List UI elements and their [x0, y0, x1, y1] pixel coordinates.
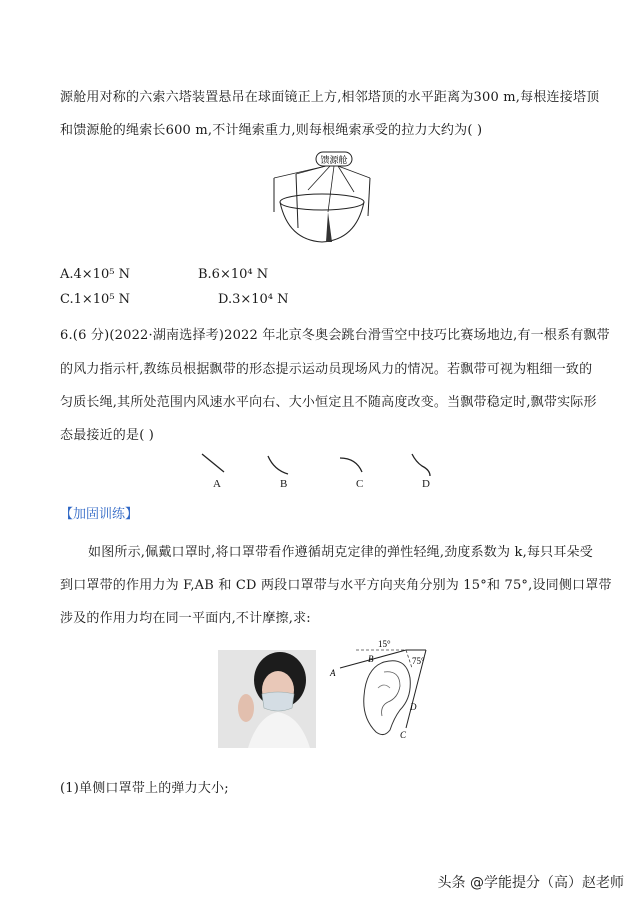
ribbon-d	[412, 454, 430, 476]
ribbon-a	[202, 454, 224, 472]
choice-label-a: A	[213, 478, 221, 490]
point-c-label: C	[400, 730, 407, 740]
choice-label-c: C	[356, 478, 364, 490]
q6-text-line-2: 的风力指示杆,教练员根据飘带的形态提示运动员现场风力的情况。若飘带可视为粗细一致的	[60, 362, 593, 377]
point-a-label: A	[330, 668, 336, 678]
angle-75-label: 75°	[412, 656, 425, 666]
q5-option-d: D.3×10⁴ N	[218, 292, 289, 307]
q5-option-a: A.4×10⁵ N	[60, 267, 130, 282]
sub-question-1: (1)单侧口罩带上的弹力大小;	[60, 781, 229, 796]
mask-photo	[218, 650, 316, 748]
q5-option-c: C.1×10⁵ N	[60, 292, 131, 307]
q5-option-b: B.6×10⁴ N	[198, 267, 269, 282]
q6-text-line-4: 态最接近的是( )	[60, 428, 155, 443]
training-text-line-3: 涉及的作用力均在同一平面内,不计摩擦,求:	[60, 611, 311, 626]
feed-cabin-label: 馈源舱	[320, 156, 348, 166]
training-text-line-1: 如图所示,佩戴口罩时,将口罩带看作遵循胡克定律的弹性轻绳,劲度系数为 k,每只耳朵受	[88, 545, 593, 560]
training-text-line-2: 到口罩带的作用力为 F,AB 和 CD 两段口罩带与水平方向夹角分别为 15°和 75°,设同侧口罩带	[60, 578, 612, 593]
choice-label-d: D	[422, 478, 430, 490]
angle-15-label: 15°	[378, 639, 391, 649]
feed-cabin-figure	[268, 150, 376, 250]
ribbon-b	[268, 456, 288, 474]
q6-text-line-3: 匀质长绳,其所处范围内风速水平向右、大小恒定且不随高度改变。当飘带稳定时,飘带实际形	[60, 395, 597, 410]
point-b-label: B	[368, 654, 374, 664]
watermark: 头条 @学能提分（高）赵老师	[437, 875, 624, 891]
q6-text-line-1: 6.(6 分)(2022·湖南选择考)2022 年北京冬奥会跳台滑雪空中技巧比赛场地边,有一根系有飘带	[60, 328, 610, 343]
q5-text-line-1: 源舱用对称的六索六塔装置悬吊在球面镜正上方,相邻塔顶的水平距离为300 m,每根连接塔顶	[60, 90, 600, 105]
reinforcement-tag: 【加固训练】	[60, 507, 139, 522]
ribbon-choices	[190, 450, 450, 484]
q5-text-line-2: 和馈源舱的绳索长600 m,不计绳索重力,则每根绳索承受的拉力大约为( )	[60, 123, 483, 138]
choice-label-b: B	[280, 478, 288, 490]
ear-diagram	[326, 638, 430, 746]
ribbon-c	[340, 458, 362, 472]
point-d-label: D	[410, 702, 417, 712]
